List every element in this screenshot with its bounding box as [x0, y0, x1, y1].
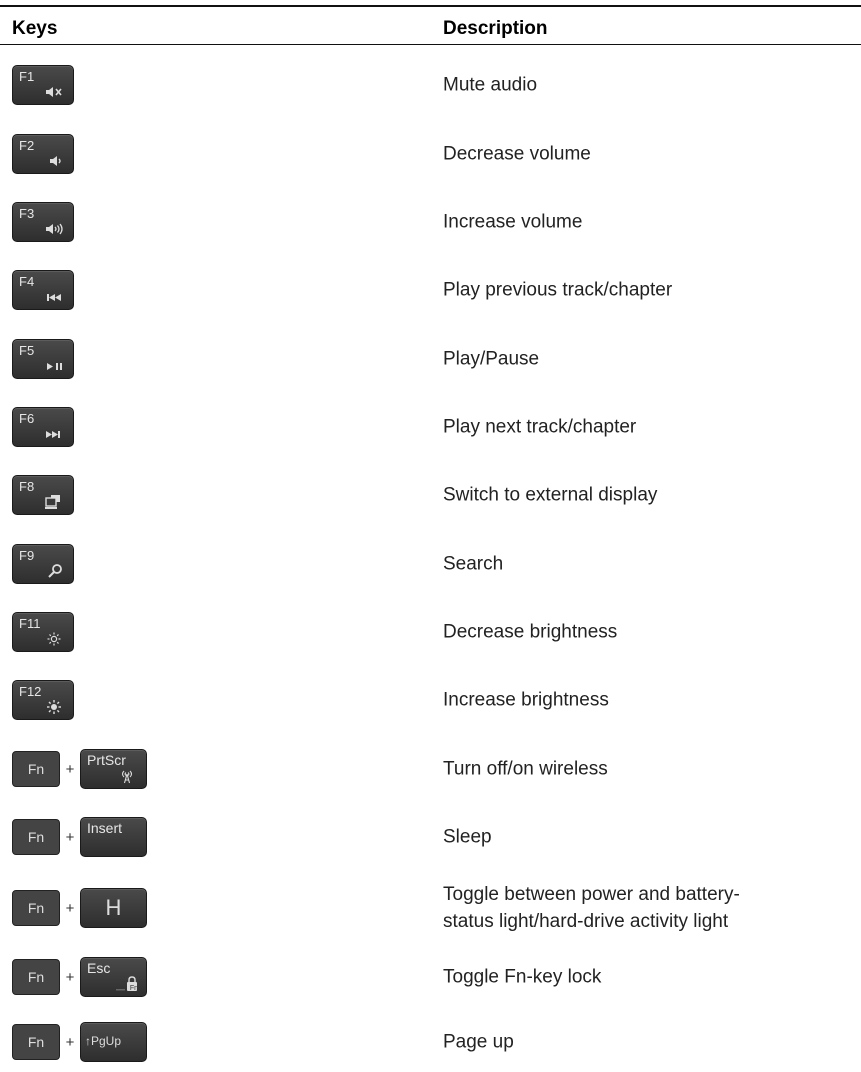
- table-row: [0, 739, 861, 799]
- key-combo: [12, 1021, 147, 1063]
- key-label: F1: [19, 69, 35, 84]
- table-row: [0, 534, 861, 594]
- key-label: F9: [19, 548, 35, 563]
- table-row: [0, 397, 861, 457]
- plus-sign: +: [65, 760, 75, 778]
- key-combo: [12, 269, 74, 311]
- fn-key: Fn: [12, 1024, 60, 1060]
- f11-key: [12, 612, 74, 652]
- key-combo: [12, 679, 74, 721]
- key-label: F2: [19, 138, 35, 153]
- key-label: F11: [19, 616, 41, 631]
- key-label: [85, 1034, 121, 1048]
- table-row: [0, 1012, 861, 1072]
- table-row: [0, 602, 861, 662]
- row-description: Sleep: [443, 826, 492, 848]
- wireless-icon: [115, 768, 139, 784]
- row-description: Page up: [443, 1031, 514, 1053]
- f6-key: [12, 407, 74, 447]
- row-description: Turn off/on wireless: [443, 758, 608, 780]
- row-description-line: status light/hard-drive activity light: [443, 911, 729, 932]
- key-label: H: [105, 895, 122, 920]
- header-keys: Keys: [12, 18, 58, 39]
- fn-key: Fn: [12, 751, 60, 787]
- key-combo: [12, 887, 147, 929]
- pgup-key: [80, 1022, 147, 1062]
- key-combo: [12, 474, 74, 516]
- key-combo: [12, 64, 74, 106]
- fn-key: Fn: [12, 959, 60, 995]
- brightness-down-icon: [42, 631, 66, 647]
- key-label: F4: [19, 274, 35, 289]
- row-description: Search: [443, 553, 504, 575]
- brightness-up-icon: [42, 699, 66, 715]
- fn-key: Fn: [12, 890, 60, 926]
- header-rule: [0, 44, 861, 45]
- key-label: PrtScr: [87, 752, 126, 768]
- plus-sign: +: [65, 828, 75, 846]
- header-description: Description: [443, 18, 548, 39]
- key-label: F5: [19, 343, 35, 358]
- key-label: F8: [19, 479, 35, 494]
- volume-down-icon: [42, 153, 66, 169]
- row-description: Increase brightness: [443, 689, 609, 711]
- h-key: [80, 888, 147, 928]
- mute-icon: [42, 84, 66, 100]
- key-combo: [12, 133, 74, 175]
- key-combo: [12, 338, 74, 380]
- key-combo: [12, 611, 74, 653]
- volume-up-icon: [42, 221, 66, 237]
- row-description: Play previous track/chapter: [443, 279, 673, 301]
- esc-key: [80, 957, 147, 997]
- arrow-up-icon: ↑: [85, 1034, 91, 1048]
- row-description: Play/Pause: [443, 348, 540, 370]
- plus-sign: +: [65, 1033, 75, 1051]
- row-description: [443, 881, 740, 935]
- table-row: [0, 465, 861, 525]
- key-combo: [12, 406, 74, 448]
- table-row: [0, 55, 861, 115]
- f4-key: [12, 270, 74, 310]
- f3-key: [12, 202, 74, 242]
- play-pause-icon: [42, 358, 66, 374]
- fn-key: Fn: [12, 819, 60, 855]
- search-icon: [42, 563, 66, 579]
- f8-key: [12, 475, 74, 515]
- row-description-line: Toggle between power and battery-: [443, 884, 740, 905]
- f2-key: [12, 134, 74, 174]
- table-row: [0, 947, 861, 1007]
- f5-key: [12, 339, 74, 379]
- key-combo: [12, 748, 147, 790]
- key-label-text: PgUp: [91, 1034, 122, 1048]
- insert-key: [80, 817, 147, 857]
- previous-track-icon: [42, 289, 66, 305]
- table-row: [0, 329, 861, 389]
- table-row: [0, 260, 861, 320]
- external-display-icon: [42, 494, 66, 510]
- row-description: Mute audio: [443, 74, 538, 96]
- f9-key: [12, 544, 74, 584]
- row-description: Decrease brightness: [443, 621, 618, 643]
- prtscr-key: [80, 749, 147, 789]
- key-combo: [12, 201, 74, 243]
- key-label: F6: [19, 411, 35, 426]
- table-row: [0, 807, 861, 867]
- table-row: [0, 872, 861, 944]
- next-track-icon: [42, 426, 66, 442]
- table-row: [0, 670, 861, 730]
- f12-key: [12, 680, 74, 720]
- key-label: F12: [19, 684, 42, 699]
- key-combo: [12, 543, 74, 585]
- row-description: Increase volume: [443, 211, 583, 233]
- key-label: F3: [19, 206, 35, 221]
- key-combo: [12, 956, 147, 998]
- plus-sign: +: [65, 899, 75, 917]
- row-description: Toggle Fn-key lock: [443, 966, 602, 988]
- table-row: [0, 192, 861, 252]
- table-header: [0, 7, 861, 45]
- row-description: Decrease volume: [443, 143, 591, 165]
- f1-key: [12, 65, 74, 105]
- fn-lock-sub-label: Fn: [129, 985, 138, 992]
- key-combo: [12, 816, 147, 858]
- row-description: Switch to external display: [443, 484, 658, 506]
- plus-sign: +: [65, 968, 75, 986]
- table-row: [0, 124, 861, 184]
- row-description: Play next track/chapter: [443, 416, 637, 438]
- key-label: Esc: [87, 960, 111, 976]
- key-label: Insert: [87, 820, 123, 836]
